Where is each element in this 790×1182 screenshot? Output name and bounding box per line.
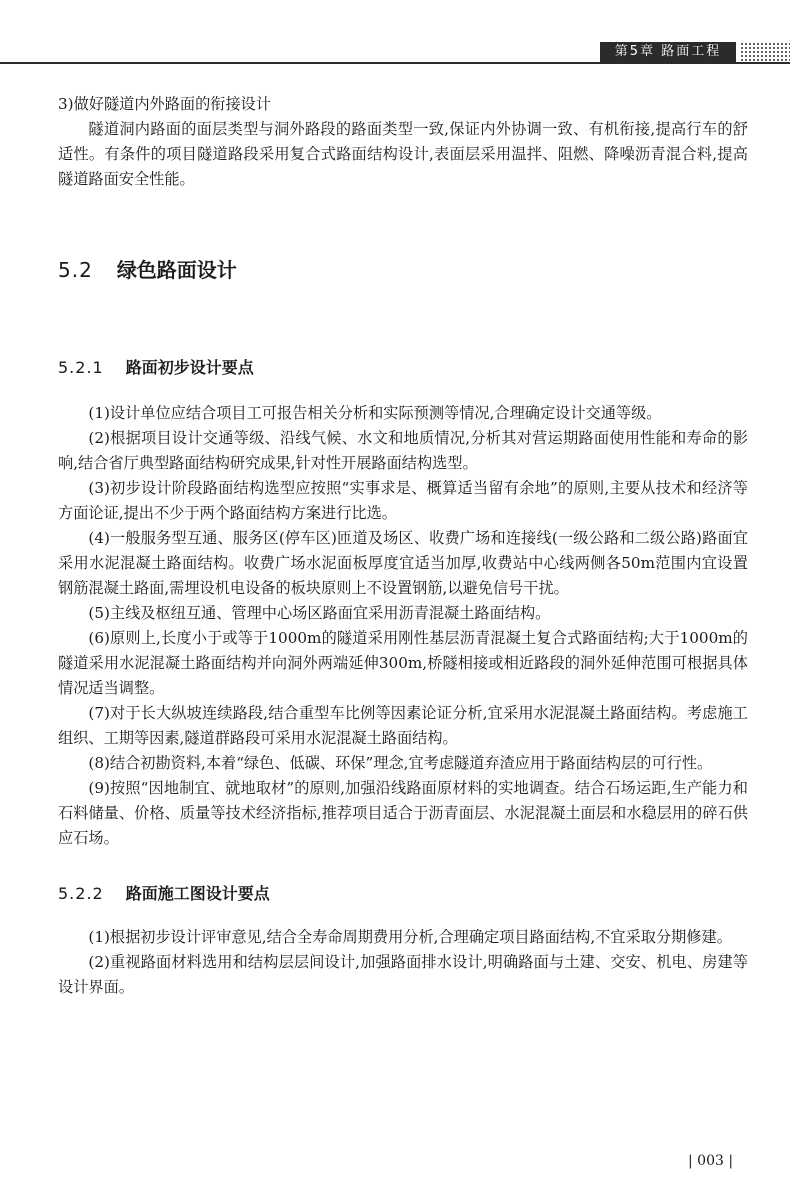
list-item: (6)原则上,长度小于或等于1000m的隧道采用刚性基层沥青混凝土复合式路面结构;大于1000m的隧道采用水泥混凝土路面结构并向洞外两端延伸300m,桥隧相接或相近路段的洞外延伸范围可根据具体情况适当调整。 [58, 629, 748, 697]
page-content [58, 92, 748, 1000]
list-item: (2)根据项目设计交通等级、沿线气候、水文和地质情况,分析其对营运期路面使用性能和寿命的影响,结合省厅典型路面结构研究成果,针对性开展路面结构选型。 [58, 429, 748, 472]
list-item: (8)结合初勘资料,本着“绿色、低碳、环保”理念,宜考虑隧道弃渣应用于路面结构层的可行性。 [88, 754, 713, 772]
section-number: 5.2 [58, 258, 93, 282]
list-item: (1)设计单位应结合项目工可报告相关分析和实际预测等情况,合理确定设计交通等级。 [88, 404, 662, 422]
subsection-1-heading [58, 355, 748, 381]
page-number: | 003 | [688, 1153, 734, 1169]
list-item: (9)按照“因地制宜、就地取材”的原则,加强沿线路面原材料的实地调查。结合石场运距,生产能力和石料储量、价格、质量等技术经济指标,推荐项目适合于沥青面层、水泥混凝土面层和水稳层用的碎石供应石场。 [58, 779, 748, 847]
section-heading [58, 255, 748, 285]
intro-paragraph: 隧道洞内路面的面层类型与洞外路段的路面类型一致,保证内外协调一致、有机衔接,提高行车的舒适性。有条件的项目隧道路段采用复合式路面结构设计,表面层采用温拌、阻燃、降噪沥青混合料,提高隧道路面安全性能。 [58, 120, 748, 188]
header-rule [0, 62, 790, 64]
list-item: (3)初步设计阶段路面结构选型应按照“实事求是、概算适当留有余地”的原则,主要从技术和经济等方面论证,提出不少于两个路面结构方案进行比选。 [58, 479, 748, 522]
chapter-label: 第5章 路面工程 [600, 42, 736, 62]
list-item: (4)一般服务型互通、服务区(停车区)匝道及场区、收费广场和连接线(一级公路和二级公路)路面宜采用水泥混凝土路面结构。收费广场水泥面板厚度宜适当加厚,收费站中心线两侧各50m范围内宜设置钢筋混凝土路面,需埋设机电设备的板块原则上不设置钢筋,以避免信号干扰。 [58, 529, 748, 597]
list-item: (7)对于长大纵坡连续路段,结合重型车比例等因素论证分析,宜采用水泥混凝土路面结构。考虑施工组织、工期等因素,隧道群路段可采用水泥混凝土路面结构。 [58, 704, 748, 747]
list-item: (1)根据初步设计评审意见,结合全寿命周期费用分析,合理确定项目路面结构,不宜采取分期修建。 [88, 928, 732, 946]
subsection-2-number: 5.2.2 [58, 884, 104, 903]
subsection-2-title: 路面施工图设计要点 [125, 884, 270, 903]
subsection-2-heading [58, 881, 748, 907]
list-item: (2)重视路面材料选用和结构层层间设计,加强路面排水设计,明确路面与土建、交安、机电、房建等设计界面。 [58, 953, 748, 996]
list-item: (5)主线及枢纽互通、管理中心场区路面宜采用沥青混凝土路面结构。 [88, 604, 551, 622]
subsection-1-number: 5.2.1 [58, 358, 104, 377]
subsection-1-title: 路面初步设计要点 [125, 358, 254, 377]
section-title: 绿色路面设计 [116, 258, 237, 282]
intro-heading: 3)做好隧道内外路面的衔接设计 [58, 95, 272, 113]
header-dot-pattern [740, 42, 790, 62]
